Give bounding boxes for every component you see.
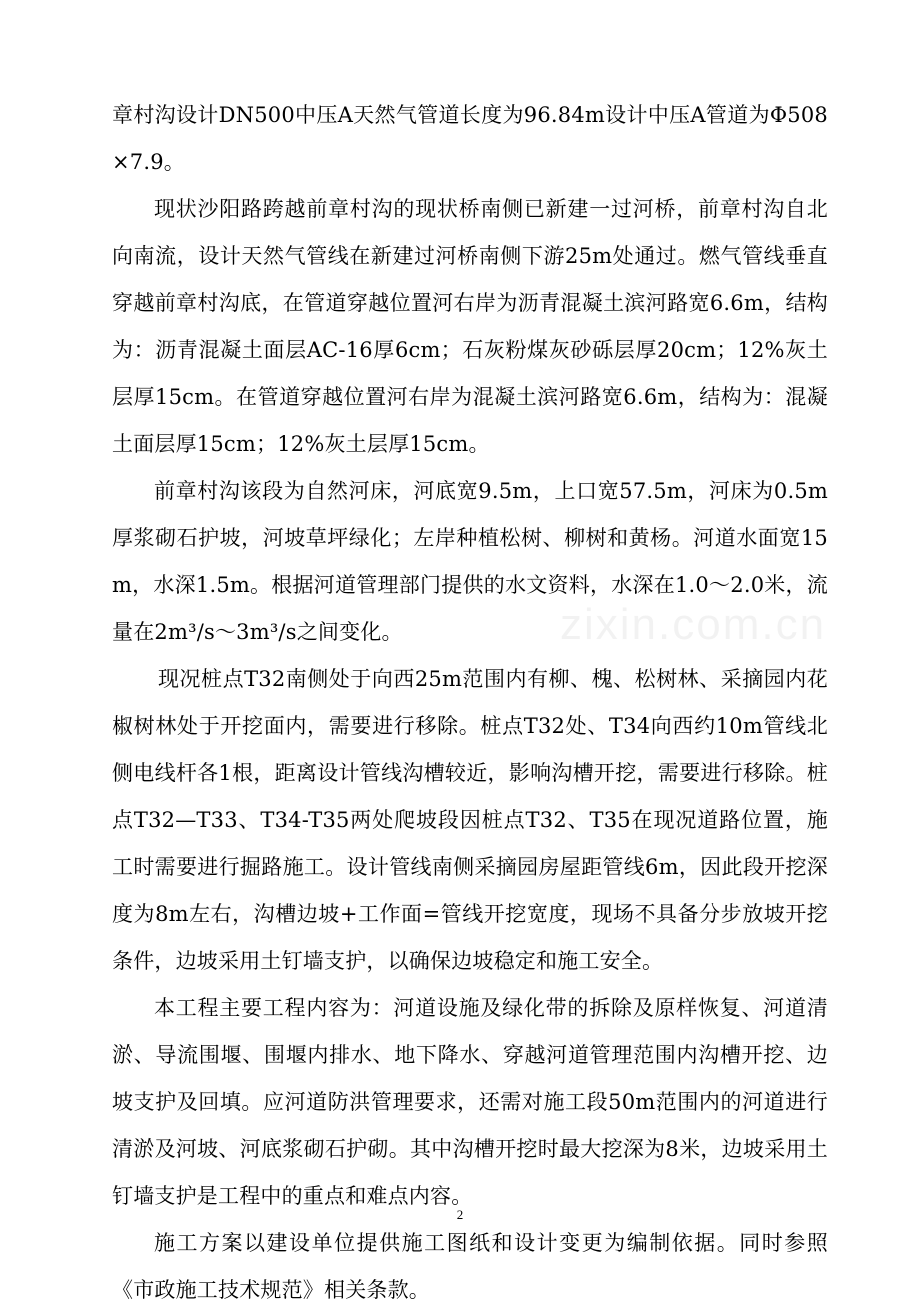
paragraph-site-conditions: 现况桩点T32南侧处于向西25m范围内有柳、槐、松树林、采摘园内花椒树林处于开挖面内，需要进行移除。桩点T32处、T34向西约10m管线北侧电线杆各1根，距离设计管线沟槽较近，影响沟槽开挖，需要进行移除。桩点T32—T33、T34-T35两处爬坡段因桩点T32、T35在现况道路位置，施工时需要进行掘路施工。设计管线南侧采摘园房屋距管线6m，因此段开挖深度为8m左右，沟槽边坡+工作面=管线开挖宽度，现场不具备分步放坡开挖条件，边坡采用土钉墙支护，以确保边坡稳定和施工安全。: [112, 667, 828, 973]
paragraph-river-crossing: 现状沙阳路跨越前章村沟的现状桥南侧已新建一过河桥，前章村沟自北向南流，设计天然气管线在新建过河桥南侧下游25m处通过。燃气管线垂直穿越前章村沟底，在管道穿越位置河右岸为沥青混凝土滨河路宽6.6m，结构为：沥青混凝土面层AC-16厚6cm；石灰粉煤灰砂砾层厚20cm；12%灰土层厚15cm。在管道穿越位置河右岸为混凝土滨河路宽6.6m，结构为：混凝土面层厚15cm；12%灰土层厚15cm。: [112, 197, 828, 456]
watermark: zixin.com.cn: [560, 600, 827, 649]
page-number: 2: [456, 1207, 464, 1222]
paragraph-work-scope: 本工程主要工程内容为：河道设施及绿化带的拆除及原样恢复、河道清淤、导流围堰、围堰内排水、地下降水、穿越河道管理范围内沟槽开挖、边坡支护及回填。应河道防洪管理要求，还需对施工段50m范围内的河道进行清淤及河坡、河底浆砌石护砌。其中沟槽开挖时最大挖深为8米，边坡采用土钉墙支护是工程中的重点和难点内容。: [112, 996, 828, 1208]
paragraph-riverbed: 前章村沟该段为自然河床，河底宽9.5m，上口宽57.5m，河床为0.5m厚浆砌石护坡，河坡草坪绿化；左岸种植松树、柳树和黄杨。河道水面宽15m，水深1.5m。根据河道管理部门提供的水文资料，水深在1.0～2.0米，流量在2m³/s～3m³/s之间变化。: [112, 479, 828, 644]
paragraph-pipe-length: 章村沟设计DN500中压A天然气管道长度为96.84m设计中压A管道为Φ508×7.9。: [112, 103, 828, 174]
document-body: [112, 92, 828, 1314]
paragraph-basis: 施工方案以建设单位提供施工图纸和设计变更为编制依据。同时参照《市政施工技术规范》相关条款。: [112, 1231, 828, 1302]
